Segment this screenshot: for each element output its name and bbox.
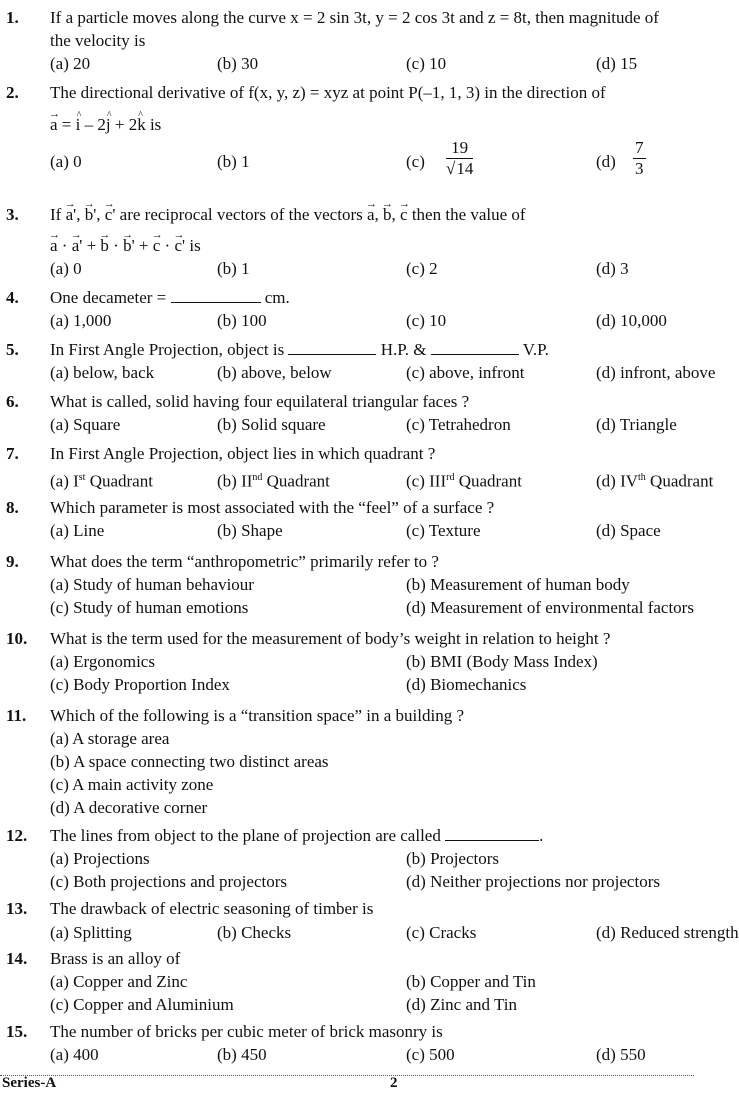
option-d: (d) 3 (596, 259, 629, 278)
question-text: The lines from object to the plane of projection are called . (50, 826, 544, 845)
option-b: (b) BMI (Body Mass Index) (406, 652, 598, 671)
option-d: (d) Zinc and Tin (406, 995, 517, 1014)
option-c: (c) Body Proportion Index (50, 675, 230, 694)
option-c: (c) A main activity zone (50, 775, 214, 794)
option-b: (b) Shape (217, 521, 283, 540)
question-number: 7. (6, 444, 19, 463)
option-d: (d) Neither projections nor projectors (406, 872, 660, 891)
page-number: 2 (390, 1075, 398, 1091)
option-d: (d) Space (596, 521, 661, 540)
option-c: (c) (406, 152, 425, 171)
question-number: 12. (6, 826, 28, 845)
option-b: (b) Projectors (406, 849, 500, 868)
question-text: Brass is an alloy of (50, 949, 181, 968)
option-a: (a) Square (50, 415, 121, 434)
series-label: Series-A (2, 1075, 57, 1091)
question-number: 15. (6, 1022, 28, 1041)
option-a: (a) Splitting (50, 923, 132, 942)
option-b: (b) Copper and Tin (406, 972, 536, 991)
question-number: 14. (6, 949, 28, 968)
question-text: In First Angle Projection, object is H.P. & V.P. (50, 340, 549, 359)
option-b: (b) 450 (217, 1045, 267, 1064)
option-a: (a) 1,000 (50, 311, 112, 330)
question-number: 5. (6, 340, 19, 359)
answer-blank (288, 340, 376, 355)
option-d: (d) 550 (596, 1045, 646, 1064)
option-c: (c) above, infront (406, 363, 525, 382)
footer-divider (0, 1075, 694, 1076)
question-text: the velocity is (50, 31, 146, 50)
question-text: Which parameter is most associated with the “feel” of a surface ? (50, 498, 495, 517)
numerator: 19 (446, 138, 473, 159)
option-a: (a) 20 (50, 54, 91, 73)
denominator: 14 (456, 159, 474, 178)
numerator: 7 (635, 138, 644, 157)
question-number: 10. (6, 629, 28, 648)
option-d: (d) 15 (596, 54, 638, 73)
option-c: (c) Cracks (406, 923, 477, 942)
option-b: (b) A space connecting two distinct areas (50, 752, 329, 771)
question-text: One decameter = cm. (50, 288, 290, 307)
answer-blank (445, 826, 539, 841)
option-b: (b) 1 (217, 152, 250, 171)
option-d: (d) Reduced strength (596, 923, 739, 942)
option-c: (c) IIIrd Quadrant (406, 471, 522, 491)
question-text: The drawback of electric seasoning of timber is (50, 899, 374, 918)
option-a: (a) A storage area (50, 729, 170, 748)
option-a: (a) Projections (50, 849, 150, 868)
option-a: (a) Ergonomics (50, 652, 155, 671)
option-a: (a) Line (50, 521, 105, 540)
option-c: (c) 10 (406, 54, 447, 73)
question-text: The directional derivative of f(x, y, z) = xyz at point P(–1, 1, 3) in the direction of (50, 83, 606, 102)
option-d: (d) infront, above (596, 363, 716, 382)
option-d: (d) (596, 152, 616, 171)
question-number: 2. (6, 83, 19, 102)
option-b: (b) Checks (217, 923, 292, 942)
fraction: $\frac{19}{√14}$ (446, 138, 474, 178)
option-b: (b) Measurement of human body (406, 575, 630, 594)
question-number: 3. (6, 205, 19, 224)
option-a: (a) Ist Quadrant (50, 471, 153, 491)
option-d: (d) 10,000 (596, 311, 667, 330)
question-number: 11. (6, 706, 27, 725)
question-text: In First Angle Projection, object lies in which quadrant ? (50, 444, 436, 463)
question-number: 6. (6, 392, 19, 411)
option-d: (d) Triangle (596, 415, 677, 434)
option-a: (a) Copper and Zinc (50, 972, 188, 991)
vector-expression: → a = ^ i – 2^ j + 2^ k is (50, 114, 161, 136)
question-text: is (149, 115, 162, 134)
denominator: 3 (635, 159, 644, 178)
option-d: (d) Biomechanics (406, 675, 527, 694)
question-text: What does the term “anthropometric” primarily refer to ? (50, 552, 439, 571)
option-c: (c) Both projections and projectors (50, 872, 287, 891)
option-a: (a) 0 (50, 259, 82, 278)
option-b: (b) Solid square (217, 415, 326, 434)
question-text: What is called, solid having four equilateral triangular faces ? (50, 392, 470, 411)
option-b: (b) 1 (217, 259, 250, 278)
option-a: (a) 400 (50, 1045, 99, 1064)
option-c: (c) Tetrahedron (406, 415, 511, 434)
option-c: (c) 10 (406, 311, 447, 330)
option-b: (b) above, below (217, 363, 332, 382)
question-number: 13. (6, 899, 28, 918)
question-number: 8. (6, 498, 19, 517)
question-number: 9. (6, 552, 19, 571)
question-text: What is the term used for the measurement of body’s weight in relation to height ? (50, 629, 611, 648)
option-b: (b) 100 (217, 311, 267, 330)
fraction (633, 138, 646, 179)
question-text: The number of bricks per cubic meter of brick masonry is (50, 1022, 443, 1041)
question-number: 1. (6, 8, 19, 27)
question-text: → a · → a' + → b · → b' + → c · → c' is (50, 235, 201, 257)
option-b: (b) IInd Quadrant (217, 471, 330, 491)
option-a: (a) below, back (50, 363, 155, 382)
option-a: (a) Study of human behaviour (50, 575, 254, 594)
question-number: 4. (6, 288, 19, 307)
answer-blank (431, 340, 519, 355)
option-a: (a) 0 (50, 152, 82, 171)
option-d: (d) Measurement of environmental factors (406, 598, 694, 617)
answer-blank (171, 288, 261, 303)
option-c: (c) 2 (406, 259, 438, 278)
question-text: If a particle moves along the curve x = 2 sin 3t, y = 2 cos 3t and z = 8t, then magnitude of (50, 8, 659, 27)
option-b: (b) 30 (217, 54, 259, 73)
question-text: If → a', → b', → c' are reciprocal vectors of the vectors → a, → b, → c then the value of (50, 204, 526, 226)
option-d: (d) IVth Quadrant (596, 471, 714, 491)
option-c: (c) 500 (406, 1045, 455, 1064)
option-c: (c) Texture (406, 521, 481, 540)
option-c: (c) Copper and Aluminium (50, 995, 234, 1014)
option-c: (c) Study of human emotions (50, 598, 249, 617)
question-text: Which of the following is a “transition space” in a building ? (50, 706, 465, 725)
option-d: (d) A decorative corner (50, 798, 208, 817)
